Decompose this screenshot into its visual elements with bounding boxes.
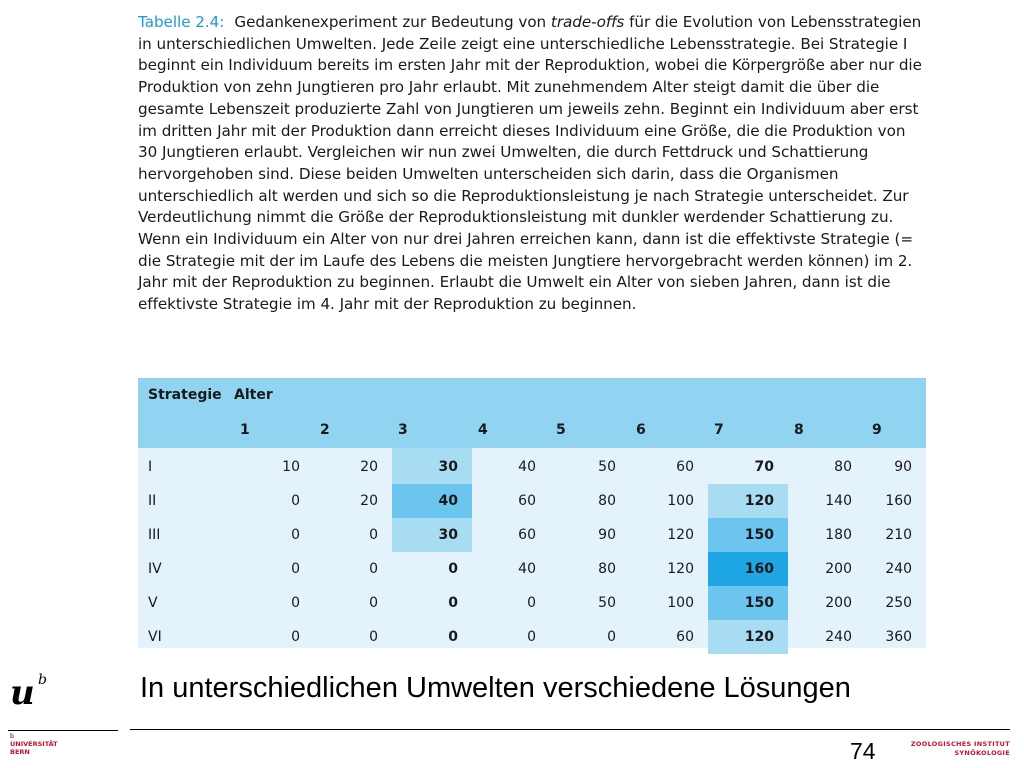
table-cell: 0 <box>369 527 378 543</box>
table-cell: 0 <box>291 629 300 645</box>
table-cell: 30 <box>392 518 472 552</box>
table-cell: 210 <box>885 527 913 543</box>
header-row-labels <box>138 378 926 412</box>
header-age-2: 2 <box>314 412 392 448</box>
table-cell: 0 <box>448 629 458 645</box>
header-age-3: 3 <box>392 412 472 448</box>
table-cell: 360 <box>885 629 913 645</box>
institute-line-2: SYNÖKOLOGIE <box>954 749 1010 757</box>
table-cell: 120 <box>667 561 694 577</box>
header-age-1: 1 <box>234 412 314 448</box>
footer-rule-left <box>8 730 118 731</box>
table-cell: 0 <box>291 527 300 543</box>
header-strategy: Strategie <box>138 378 234 412</box>
strategy-label: VI <box>148 629 162 645</box>
table-cell: 0 <box>369 561 378 577</box>
institute-line-1: ZOOLOGISCHES INSTITUT <box>910 740 1010 748</box>
header-age-6: 6 <box>630 412 708 448</box>
table-cell: 50 <box>598 595 616 611</box>
table-row <box>138 484 926 518</box>
table-cell: 240 <box>825 629 852 645</box>
table-caption <box>138 12 928 316</box>
header-age-7: 7 <box>708 412 788 448</box>
table-cell: 0 <box>291 493 300 509</box>
table-cell: 70 <box>754 459 774 475</box>
caption-paragraph <box>138 12 928 316</box>
table-cell: 0 <box>448 595 458 611</box>
table-cell: 120 <box>708 484 788 518</box>
table-cell: 60 <box>518 527 536 543</box>
header-age-9: 9 <box>866 412 926 448</box>
table-cell: 200 <box>825 561 852 577</box>
table-cell: 40 <box>518 459 536 475</box>
header-age-blank <box>138 412 234 448</box>
strategy-label: III <box>148 527 161 543</box>
page-number: 74 <box>850 738 876 764</box>
unibe-small-b: b <box>10 733 14 740</box>
header-row-ages <box>138 412 926 448</box>
unibe-line-1: UNIVERSITÄT <box>10 740 58 748</box>
table-cell: 40 <box>392 484 472 518</box>
unibe-wordmark <box>10 741 58 756</box>
table-cell: 60 <box>676 629 694 645</box>
caption-emphasis: trade-offs <box>550 13 625 31</box>
header-age: Alter <box>234 378 926 412</box>
strategy-label: II <box>148 493 157 509</box>
table-cell: 0 <box>291 595 300 611</box>
table-cell: 20 <box>360 459 378 475</box>
table-cell: 0 <box>448 561 458 577</box>
table-cell: 0 <box>527 629 536 645</box>
strategy-label: I <box>148 459 153 475</box>
table-row <box>138 586 926 620</box>
table-cell: 0 <box>369 595 378 611</box>
table-cell: 60 <box>518 493 536 509</box>
table-cell: 50 <box>598 459 616 475</box>
table-cell: 240 <box>885 561 913 577</box>
table-row <box>138 448 926 484</box>
slide-title: In unterschiedlichen Umwelten verschiedene Lösungen <box>140 672 851 704</box>
table-cell: 160 <box>708 552 788 586</box>
table-cell: 0 <box>369 629 378 645</box>
table-cell: 250 <box>885 595 913 611</box>
unibe-logo <box>10 668 70 714</box>
life-strategy-table <box>138 378 926 654</box>
table-cell: 80 <box>834 459 852 475</box>
table-cell: 100 <box>667 595 694 611</box>
table-cell: 10 <box>282 459 300 475</box>
table-cell: 120 <box>708 620 788 654</box>
table-cell: 80 <box>598 561 616 577</box>
table-cell: 140 <box>825 493 852 509</box>
table-cell: 90 <box>598 527 616 543</box>
table-cell: 60 <box>676 459 694 475</box>
table-cell: 90 <box>894 459 913 475</box>
table-cell: 160 <box>885 493 913 509</box>
header-age-4: 4 <box>472 412 550 448</box>
unibe-logo-superscript: b <box>38 672 47 688</box>
unibe-line-2: BERN <box>10 747 30 756</box>
table-cell: 120 <box>667 527 694 543</box>
header-age-5: 5 <box>550 412 630 448</box>
table-cell: 0 <box>527 595 536 611</box>
table-cell: 40 <box>518 561 536 577</box>
unibe-logo-letter: u <box>10 673 35 713</box>
table-row <box>138 518 926 552</box>
table-row <box>138 552 926 586</box>
table-cell: 200 <box>825 595 852 611</box>
table-cell: 0 <box>291 561 300 577</box>
table-cell: 180 <box>825 527 852 543</box>
caption-text-after: für die Evolution von Lebensstrategien in unterschiedlichen Umwelten. Jede Zeile zeigt eine unterschiedliche Lebensstrategie. Bei Strategie I beginnt ein Individuum bereits im ersten Jahr mit der Reproduktion, wobei die Körpergröße aber nur die Produktion von zehn Jungtieren pro Jahr erlaubt. Mit zunehmendem Alter steigt damit die über die gesamte Lebenszeit produzierte Zahl von Jungtieren um jeweils zehn. Beginnt ein Individuum aber erst im dritten Jahr mit der Produktion dann erreicht dieses Individuum eine Größe, die die Produktion von 30 Jungtieren erlaubt. Vergleichen wir nun zwei Umwelten, die durch Fettdruck und Schattierung hervorgehoben sind. Diese beiden Umwelten unterscheiden sich darin, dass die Organismen unterschiedlich alt werden und sich so die Reproduktionsleistung je nach Strategie unterscheidet. Zur Verdeutlichung nimmt die Größe der Reproduktionsleistung mit dunkler werdender Schattierung zu. Wenn ein Individuum ein Alter von nur drei Jahren erreichen kann, dann ist die effektivste Strategie (= die Strategie mit der im Laufe des Lebens die meisten Jungtiere hervorgebracht werden können) im 2. Jahr mit der Reproduktion zu beginnen. Erlaubt die Umwelt ein Alter von sieben Jahren, dann ist die effektivste Strategie im 4. Jahr mit der Reproduktion zu beginnen. <box>138 13 922 314</box>
caption-text-before: Gedankenexperiment zur Bedeutung von <box>234 13 551 31</box>
institute-label <box>911 740 1010 758</box>
table-cell: 0 <box>607 629 616 645</box>
strategy-label: V <box>148 595 158 611</box>
table-cell: 150 <box>708 586 788 620</box>
strategy-label: IV <box>148 561 162 577</box>
table-cell: 30 <box>392 448 472 484</box>
header-age-8: 8 <box>788 412 866 448</box>
table-cell: 150 <box>708 518 788 552</box>
table-cell: 100 <box>667 493 694 509</box>
table-row <box>138 620 926 654</box>
table-cell: 20 <box>360 493 378 509</box>
table-body <box>138 448 926 654</box>
life-strategy-table-container <box>138 378 926 648</box>
footer-rule-main <box>130 729 1010 730</box>
table-cell: 80 <box>598 493 616 509</box>
caption-label: Tabelle 2.4: <box>138 13 225 31</box>
